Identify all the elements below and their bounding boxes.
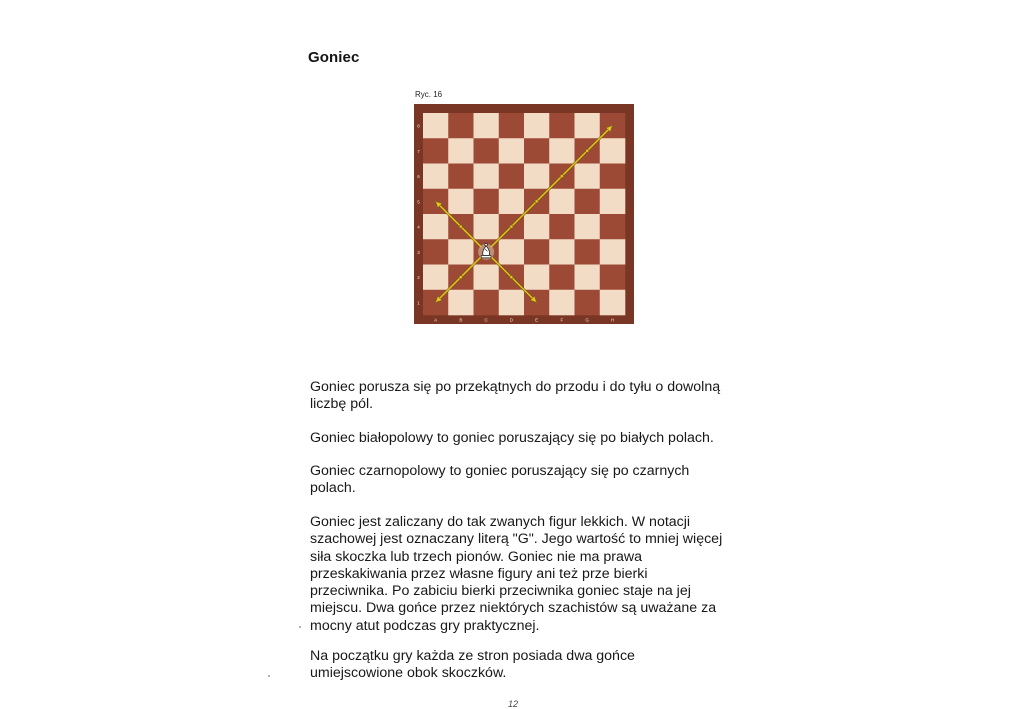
board-square-f2 (549, 265, 575, 291)
board-square-d6 (499, 164, 525, 190)
board-square-g2 (575, 265, 601, 291)
board-square-d3 (499, 239, 525, 265)
board-square-b3 (448, 239, 474, 265)
board-square-h1 (600, 290, 626, 316)
paragraph-line: polach. (310, 480, 356, 497)
board-square-c5 (474, 189, 500, 215)
paragraph-line: przeciwnika. Po zabiciu bierki przeciwnika goniec staje na jej (310, 583, 691, 600)
board-square-b6 (448, 164, 474, 190)
paragraph-bishop-movement (310, 379, 770, 414)
rank-label: 1 (417, 300, 420, 306)
rank-label: 5 (417, 199, 420, 205)
board-square-c6 (474, 164, 500, 190)
board-square-a3 (423, 239, 449, 265)
move-arrow-dot (459, 276, 462, 279)
chessboard (414, 104, 634, 324)
file-label: H (610, 317, 614, 323)
board-square-h5 (600, 189, 626, 215)
board-square-f7 (549, 138, 575, 164)
board-square-f4 (549, 214, 575, 240)
board-square-f8 (549, 113, 575, 139)
page-title: Goniec (308, 49, 360, 66)
paragraph-line: miejscu. Dwa gońce przez niektórych szachistów są uważane za (310, 600, 717, 617)
move-arrow-dot (510, 276, 513, 279)
board-square-a8 (423, 113, 449, 139)
board-square-f1 (549, 290, 575, 316)
board-square-b8 (448, 113, 474, 139)
paragraph-bishop-value (310, 514, 770, 635)
board-square-g5 (575, 189, 601, 215)
board-square-c7 (474, 138, 500, 164)
paragraph-line: Goniec porusza się po przekątnych do przodu i do tyłu o dowolną (310, 379, 721, 395)
paragraph-line: Goniec jest zaliczany do tak zwanych figur lekkich. W notacji (310, 514, 691, 530)
paragraph-line: mocny atut podczas gry praktycznej. (310, 617, 540, 634)
board-square-e8 (524, 113, 550, 139)
rank-label: 3 (417, 249, 420, 255)
file-label: E (535, 317, 539, 323)
board-square-h3 (600, 239, 626, 265)
rank-label: 8 (417, 123, 420, 129)
paragraph-line: umiejscowione obok skoczków. (310, 665, 507, 682)
board-square-e3 (524, 239, 550, 265)
board-square-b7 (448, 138, 474, 164)
paragraph-line: siła skoczka lub trzech pionów. Goniec nie ma prawa (310, 548, 642, 565)
board-square-a4 (423, 214, 449, 240)
rank-label: 7 (417, 148, 420, 154)
board-square-c2 (474, 265, 500, 291)
board-square-b5 (448, 189, 474, 215)
paragraph-line: Goniec czarnopolowy to goniec poruszający się po czarnych (310, 463, 690, 479)
move-arrow-dot (510, 225, 513, 228)
page-number: 12 (508, 699, 519, 709)
board-square-h7 (600, 138, 626, 164)
board-square-c1 (474, 290, 500, 316)
board-square-g1 (575, 290, 601, 316)
chessboard-figure (414, 104, 634, 324)
board-square-d1 (499, 290, 525, 316)
file-label: B (459, 317, 463, 323)
move-arrow-dot (535, 200, 538, 203)
file-label: D (509, 317, 513, 323)
board-square-g6 (575, 164, 601, 190)
board-square-f5 (549, 189, 575, 215)
paragraph-dark-bishop (310, 463, 770, 498)
paragraph-line: liczbę pól. (310, 396, 374, 413)
scan-speck (268, 675, 270, 677)
board-square-g4 (575, 214, 601, 240)
move-arrow-dot (560, 175, 563, 178)
paragraph-light-bishop (310, 430, 770, 447)
board-square-f3 (549, 239, 575, 265)
file-label: F (560, 317, 564, 323)
board-square-d5 (499, 189, 525, 215)
paragraph-line: Goniec białopolowy to goniec poruszający się po białych polach. (310, 430, 714, 446)
rank-label: 4 (417, 224, 420, 230)
board-square-e4 (524, 214, 550, 240)
file-label: G (585, 317, 589, 323)
figure-caption: Ryc. 16 (415, 90, 443, 99)
board-square-g3 (575, 239, 601, 265)
board-square-d7 (499, 138, 525, 164)
board-square-c4 (474, 214, 500, 240)
paragraph-starting-position (310, 648, 770, 683)
board-square-h6 (600, 164, 626, 190)
board-square-e7 (524, 138, 550, 164)
board-square-a2 (423, 265, 449, 291)
rank-label: 6 (417, 174, 420, 180)
rank-label: 2 (417, 275, 420, 281)
board-square-e2 (524, 265, 550, 291)
board-square-b1 (448, 290, 474, 316)
board-square-g8 (575, 113, 601, 139)
move-arrow-dot (459, 225, 462, 228)
board-square-a7 (423, 138, 449, 164)
paragraph-line: przeskakiwania przez własne figury ani też prze bierki (310, 565, 648, 582)
file-label: C (484, 317, 488, 323)
board-square-e6 (524, 164, 550, 190)
board-square-a6 (423, 164, 449, 190)
move-arrow-dot (586, 149, 589, 152)
board-square-c8 (474, 113, 500, 139)
file-label: A (434, 317, 438, 323)
paragraph-line: Na początku gry każda ze stron posiada dwa gońce (310, 648, 635, 664)
board-square-h2 (600, 265, 626, 291)
paragraph-line: szachowej jest oznaczany literą "G". Jego wartość to mniej więcej (310, 531, 723, 548)
board-square-d8 (499, 113, 525, 139)
board-square-h4 (600, 214, 626, 240)
scan-speck (299, 626, 301, 628)
